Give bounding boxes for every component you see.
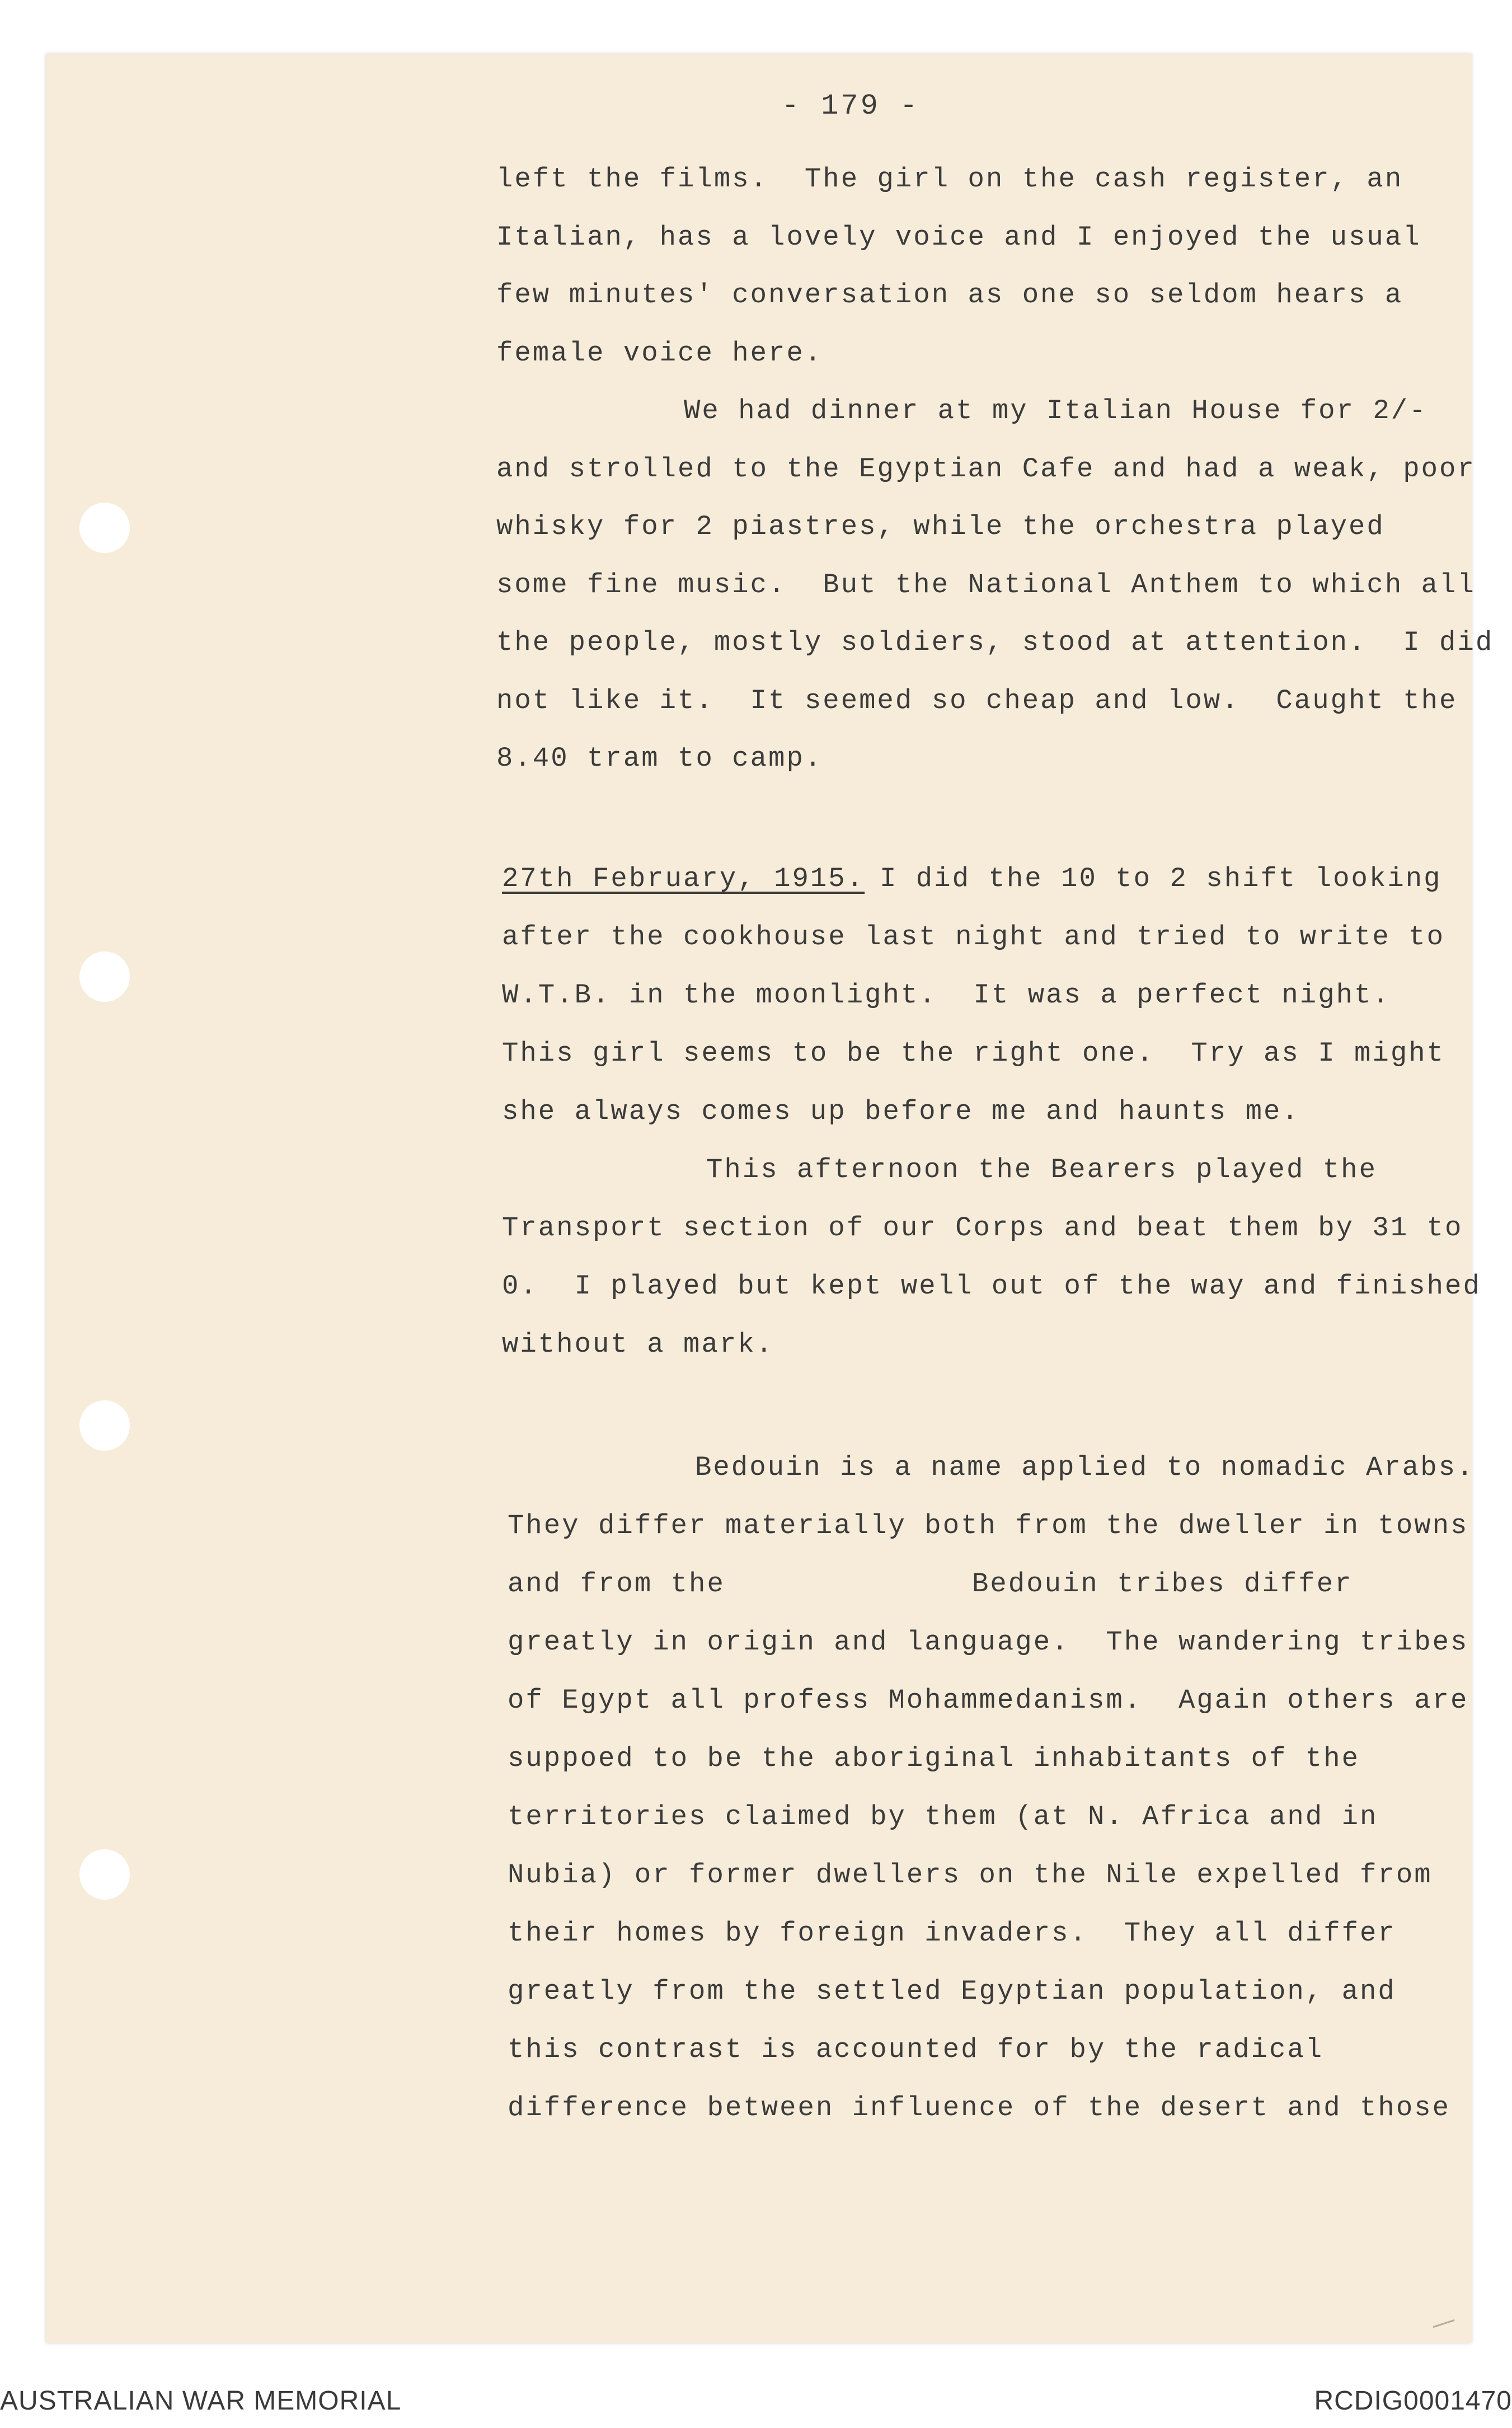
footer-left: AUSTRALIAN WAR MEMORIAL [0,2386,402,2416]
text-line: territories claimed by them (at N. Africa and in [508,1801,1378,1832]
text-line: and strolled to the Egyptian Cafe and had a weak, poor [496,453,1476,485]
text-line: she always comes up before me and haunts me. [502,1096,1300,1127]
text-line: not like it. It seemed so cheap and low. Caught the [496,685,1458,716]
text-line: greatly in origin and language. The wandering tribes [508,1627,1469,1658]
page-number: - 179 - [781,90,920,123]
punch-hole [79,1849,130,1900]
text-line: W.T.B. in the moonlight. It was a perfect night. [502,979,1391,1011]
text-line: greatly from the settled Egyptian population, and [508,1976,1396,2007]
text-line: This girl seems to be the right one. Try as I might [502,1038,1445,1069]
text-line: Bedouin tribes differ [972,1568,1353,1600]
text-line: without a mark. [502,1329,774,1360]
text-line: this contrast is accounted for by the radical [508,2034,1324,2065]
text-line: Italian, has a lovely voice and I enjoyed the usual [496,222,1421,253]
punch-hole [79,1400,130,1451]
text-line: difference between influence of the desert and those [508,2092,1451,2124]
text-line: whisky for 2 piastres, while the orchestra played [496,511,1385,542]
punch-hole [79,951,130,1002]
text-line: female voice here. [496,338,823,369]
text-line: They differ materially both from the dweller in towns [508,1510,1469,1541]
text-line: suppoed to be the aboriginal inhabitants of the [508,1743,1360,1774]
punch-hole [79,503,130,553]
text-line: after the cookhouse last night and tried to write to [502,921,1445,953]
text-line: of Egypt all profess Mohammedanism. Again others are [508,1685,1469,1716]
text-line: Transport section of our Corps and beat them by 31 to [502,1212,1463,1244]
text-line: This afternoon the Bearers played the [706,1154,1377,1185]
text-line: few minutes' conversation as one so seldom hears a [496,279,1403,311]
text-line: We had dinner at my Italian House for 2/- [684,395,1428,426]
text-line: Nubia) or former dwellers on the Nile expelled from [508,1859,1433,1891]
text-line: Bedouin is a name applied to nomadic Arabs. [695,1452,1475,1483]
text-line: the people, mostly soldiers, stood at attention. I did [496,627,1494,658]
text-line: left the films. The girl on the cash register, an [496,163,1403,195]
text-line: I did the 10 to 2 shift looking [880,863,1442,894]
text-line: their homes by foreign invaders. They all differ [508,1918,1396,1949]
text-line: 0. I played but kept well out of the way and finished [502,1271,1481,1302]
text-line: and from the [508,1568,725,1600]
text-line: some fine music. But the National Anthem to which all [496,569,1476,601]
entry-date: 27th February, 1915. [502,863,865,894]
footer-right: RCDIG0001470 [1314,2386,1512,2416]
text-line: 8.40 tram to camp. [496,743,823,774]
